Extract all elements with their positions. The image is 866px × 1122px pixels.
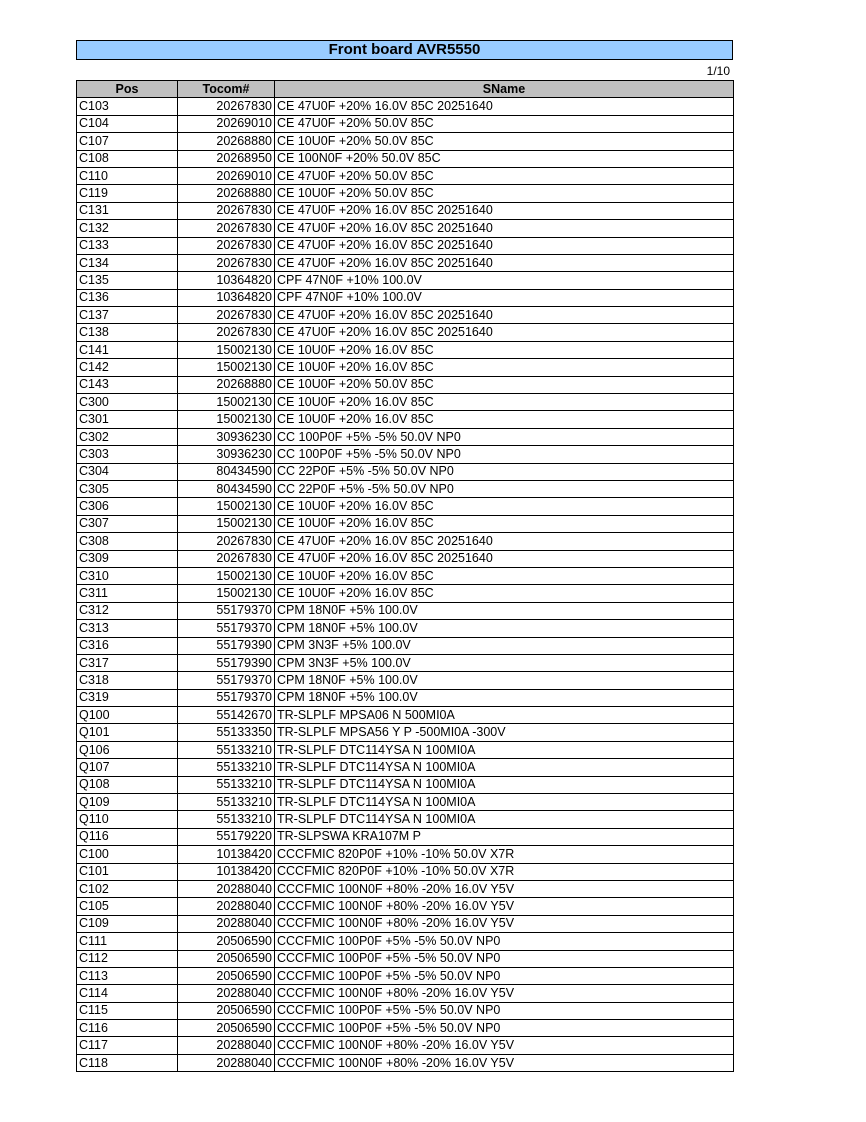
table-row [77,880,734,897]
table-row [77,724,734,741]
cell-tocom: 10364820 [178,289,275,306]
table-row [77,741,734,758]
cell-tocom: 20288040 [178,1037,275,1054]
cell-pos: C134 [77,254,178,271]
cell-sname: CE 47U0F +20% 16.0V 85C 20251640 [275,202,734,219]
cell-pos: C132 [77,220,178,237]
cell-tocom: 15002130 [178,359,275,376]
cell-sname: CE 10U0F +20% 50.0V 85C [275,376,734,393]
table-row [77,585,734,602]
cell-sname: CCCFMIC 100P0F +5% -5% 50.0V NP0 [275,1002,734,1019]
cell-tocom: 55179370 [178,620,275,637]
cell-pos: C108 [77,150,178,167]
table-row [77,272,734,289]
table-row [77,1020,734,1037]
column-header-sname: SName [275,81,734,98]
cell-pos: C307 [77,515,178,532]
cell-sname: CPM 18N0F +5% 100.0V [275,689,734,706]
table-row [77,428,734,445]
cell-tocom: 30936230 [178,446,275,463]
cell-sname: CCCFMIC 100P0F +5% -5% 50.0V NP0 [275,967,734,984]
cell-tocom: 55179370 [178,602,275,619]
cell-sname: CE 47U0F +20% 50.0V 85C [275,167,734,184]
cell-sname: CCCFMIC 100P0F +5% -5% 50.0V NP0 [275,1020,734,1037]
table-row [77,933,734,950]
table-row [77,411,734,428]
cell-tocom: 55133210 [178,776,275,793]
cell-pos: C112 [77,950,178,967]
cell-pos: C135 [77,272,178,289]
cell-pos: C304 [77,463,178,480]
table-row [77,394,734,411]
cell-tocom: 20267830 [178,98,275,115]
cell-tocom: 20269010 [178,167,275,184]
table-row [77,567,734,584]
cell-tocom: 10364820 [178,272,275,289]
cell-pos: C306 [77,498,178,515]
cell-pos: C107 [77,133,178,150]
cell-tocom: 15002130 [178,411,275,428]
cell-sname: CE 10U0F +20% 50.0V 85C [275,133,734,150]
cell-pos: C101 [77,863,178,880]
cell-pos: Q108 [77,776,178,793]
table-row [77,811,734,828]
cell-sname: TR-SLPLF DTC114YSA N 100MI0A [275,794,734,811]
cell-sname: CCCFMIC 820P0F +10% -10% 50.0V X7R [275,863,734,880]
cell-tocom: 20506590 [178,950,275,967]
cell-sname: TR-SLPLF DTC114YSA N 100MI0A [275,776,734,793]
cell-sname: CPM 18N0F +5% 100.0V [275,620,734,637]
table-row [77,828,734,845]
cell-tocom: 15002130 [178,341,275,358]
cell-sname: CPM 18N0F +5% 100.0V [275,602,734,619]
cell-pos: C141 [77,341,178,358]
cell-tocom: 55179220 [178,828,275,845]
cell-pos: C138 [77,324,178,341]
cell-tocom: 20288040 [178,1054,275,1071]
cell-pos: C119 [77,185,178,202]
table-row [77,1037,734,1054]
table-row [77,863,734,880]
cell-sname: CCCFMIC 100N0F +80% -20% 16.0V Y5V [275,880,734,897]
cell-pos: C114 [77,985,178,1002]
table-row [77,985,734,1002]
table-row [77,359,734,376]
cell-sname: CE 47U0F +20% 16.0V 85C 20251640 [275,220,734,237]
cell-tocom: 20267830 [178,254,275,271]
table-row [77,637,734,654]
cell-sname: CE 47U0F +20% 16.0V 85C 20251640 [275,254,734,271]
cell-pos: C310 [77,567,178,584]
cell-sname: TR-SLPLF MPSA56 Y P -500MI0A -300V [275,724,734,741]
cell-tocom: 20288040 [178,898,275,915]
page-number: 1/10 [706,64,730,78]
cell-pos: C316 [77,637,178,654]
table-row [77,1002,734,1019]
cell-sname: CE 47U0F +20% 16.0V 85C 20251640 [275,324,734,341]
cell-tocom: 20288040 [178,915,275,932]
cell-pos: C301 [77,411,178,428]
cell-sname: CE 47U0F +20% 16.0V 85C 20251640 [275,550,734,567]
table-row [77,602,734,619]
cell-pos: C115 [77,1002,178,1019]
cell-tocom: 20267830 [178,307,275,324]
column-header-tocom: Tocom# [178,81,275,98]
cell-tocom: 55179390 [178,637,275,654]
table-row [77,898,734,915]
cell-tocom: 20288040 [178,880,275,897]
cell-pos: C113 [77,967,178,984]
column-header-pos: Pos [77,81,178,98]
cell-pos: C305 [77,480,178,497]
cell-sname: CCCFMIC 100N0F +80% -20% 16.0V Y5V [275,898,734,915]
cell-pos: C116 [77,1020,178,1037]
cell-pos: C303 [77,446,178,463]
cell-tocom: 20268880 [178,133,275,150]
table-row [77,307,734,324]
cell-sname: TR-SLPLF MPSA06 N 500MI0A [275,707,734,724]
cell-tocom: 20268880 [178,185,275,202]
bom-table [76,80,734,1072]
cell-pos: C100 [77,846,178,863]
cell-sname: CE 47U0F +20% 16.0V 85C 20251640 [275,533,734,550]
cell-tocom: 15002130 [178,515,275,532]
table-row [77,480,734,497]
cell-pos: Q106 [77,741,178,758]
cell-sname: TR-SLPLF DTC114YSA N 100MI0A [275,741,734,758]
cell-pos: C110 [77,167,178,184]
cell-sname: CPM 18N0F +5% 100.0V [275,672,734,689]
table-row [77,689,734,706]
cell-sname: CPF 47N0F +10% 100.0V [275,272,734,289]
cell-tocom: 15002130 [178,498,275,515]
cell-sname: TR-SLPLF DTC114YSA N 100MI0A [275,759,734,776]
table-row [77,846,734,863]
cell-sname: CE 10U0F +20% 16.0V 85C [275,359,734,376]
table-row [77,133,734,150]
cell-tocom: 55179390 [178,654,275,671]
table-row [77,341,734,358]
cell-pos: C318 [77,672,178,689]
cell-pos: C302 [77,428,178,445]
table-row [77,185,734,202]
cell-pos: C118 [77,1054,178,1071]
cell-pos: C105 [77,898,178,915]
cell-tocom: 20267830 [178,237,275,254]
cell-sname: CC 100P0F +5% -5% 50.0V NP0 [275,428,734,445]
cell-tocom: 20506590 [178,967,275,984]
table-header-row [77,81,734,98]
table-row [77,254,734,271]
cell-pos: C309 [77,550,178,567]
table-row [77,707,734,724]
cell-tocom: 55133210 [178,741,275,758]
table-row [77,202,734,219]
cell-pos: C136 [77,289,178,306]
table-row [77,98,734,115]
cell-tocom: 20268950 [178,150,275,167]
cell-sname: CCCFMIC 100P0F +5% -5% 50.0V NP0 [275,933,734,950]
cell-pos: C319 [77,689,178,706]
cell-sname: CPM 3N3F +5% 100.0V [275,637,734,654]
cell-sname: CE 10U0F +20% 16.0V 85C [275,394,734,411]
cell-tocom: 20506590 [178,933,275,950]
cell-tocom: 20506590 [178,1020,275,1037]
table-row [77,289,734,306]
cell-pos: C317 [77,654,178,671]
cell-sname: CE 100N0F +20% 50.0V 85C [275,150,734,167]
cell-tocom: 55142670 [178,707,275,724]
table-row [77,915,734,932]
cell-sname: CE 10U0F +20% 16.0V 85C [275,341,734,358]
cell-sname: CE 10U0F +20% 16.0V 85C [275,498,734,515]
table-row [77,550,734,567]
cell-pos: Q116 [77,828,178,845]
cell-tocom: 10138420 [178,863,275,880]
table-row [77,324,734,341]
cell-sname: CE 47U0F +20% 16.0V 85C 20251640 [275,307,734,324]
cell-pos: C143 [77,376,178,393]
cell-tocom: 55133210 [178,759,275,776]
table-row [77,620,734,637]
table-body [77,98,734,1072]
cell-sname: CE 47U0F +20% 50.0V 85C [275,115,734,132]
cell-tocom: 55179370 [178,672,275,689]
table-row [77,967,734,984]
cell-sname: CE 10U0F +20% 16.0V 85C [275,585,734,602]
table-row [77,533,734,550]
table-row [77,794,734,811]
table-row [77,220,734,237]
cell-pos: C312 [77,602,178,619]
cell-sname: CCCFMIC 100N0F +80% -20% 16.0V Y5V [275,985,734,1002]
table-row [77,115,734,132]
cell-pos: Q100 [77,707,178,724]
cell-sname: CC 22P0F +5% -5% 50.0V NP0 [275,480,734,497]
cell-tocom: 30936230 [178,428,275,445]
table-row [77,150,734,167]
table-row [77,498,734,515]
cell-pos: C104 [77,115,178,132]
table-row [77,950,734,967]
cell-sname: CPM 3N3F +5% 100.0V [275,654,734,671]
cell-pos: C133 [77,237,178,254]
table-row [77,776,734,793]
cell-pos: C142 [77,359,178,376]
cell-tocom: 20267830 [178,202,275,219]
document-title: Front board AVR5550 [76,40,733,60]
cell-tocom: 55133350 [178,724,275,741]
cell-pos: Q109 [77,794,178,811]
cell-sname: CCCFMIC 820P0F +10% -10% 50.0V X7R [275,846,734,863]
cell-tocom: 20267830 [178,533,275,550]
cell-tocom: 55133210 [178,811,275,828]
cell-sname: CE 47U0F +20% 16.0V 85C 20251640 [275,98,734,115]
cell-tocom: 80434590 [178,480,275,497]
table-row [77,446,734,463]
cell-tocom: 15002130 [178,567,275,584]
cell-tocom: 20506590 [178,1002,275,1019]
cell-pos: Q107 [77,759,178,776]
cell-pos: Q101 [77,724,178,741]
cell-sname: CE 47U0F +20% 16.0V 85C 20251640 [275,237,734,254]
cell-sname: CC 100P0F +5% -5% 50.0V NP0 [275,446,734,463]
cell-pos: C117 [77,1037,178,1054]
cell-pos: C300 [77,394,178,411]
cell-sname: CC 22P0F +5% -5% 50.0V NP0 [275,463,734,480]
cell-sname: CCCFMIC 100N0F +80% -20% 16.0V Y5V [275,915,734,932]
cell-tocom: 55133210 [178,794,275,811]
cell-pos: C103 [77,98,178,115]
cell-pos: C131 [77,202,178,219]
cell-pos: Q110 [77,811,178,828]
cell-sname: CCCFMIC 100N0F +80% -20% 16.0V Y5V [275,1054,734,1071]
cell-sname: CPF 47N0F +10% 100.0V [275,289,734,306]
cell-pos: C313 [77,620,178,637]
cell-sname: CE 10U0F +20% 16.0V 85C [275,515,734,532]
cell-tocom: 20267830 [178,324,275,341]
cell-sname: CCCFMIC 100N0F +80% -20% 16.0V Y5V [275,1037,734,1054]
table-row [77,237,734,254]
cell-tocom: 20288040 [178,985,275,1002]
cell-sname: CE 10U0F +20% 16.0V 85C [275,567,734,584]
cell-pos: C311 [77,585,178,602]
cell-sname: CCCFMIC 100P0F +5% -5% 50.0V NP0 [275,950,734,967]
cell-tocom: 15002130 [178,585,275,602]
cell-tocom: 80434590 [178,463,275,480]
cell-pos: C111 [77,933,178,950]
table-row [77,515,734,532]
cell-tocom: 20268880 [178,376,275,393]
cell-pos: C137 [77,307,178,324]
cell-pos: C308 [77,533,178,550]
cell-pos: C109 [77,915,178,932]
table-row [77,672,734,689]
cell-tocom: 55179370 [178,689,275,706]
cell-sname: TR-SLPSWA KRA107M P [275,828,734,845]
table-row [77,759,734,776]
cell-tocom: 20267830 [178,220,275,237]
cell-tocom: 10138420 [178,846,275,863]
cell-pos: C102 [77,880,178,897]
table-row [77,463,734,480]
table-row [77,167,734,184]
cell-sname: CE 10U0F +20% 16.0V 85C [275,411,734,428]
cell-tocom: 20269010 [178,115,275,132]
table-row [77,654,734,671]
cell-tocom: 20267830 [178,550,275,567]
cell-sname: CE 10U0F +20% 50.0V 85C [275,185,734,202]
table-row [77,376,734,393]
cell-tocom: 15002130 [178,394,275,411]
table-row [77,1054,734,1071]
cell-sname: TR-SLPLF DTC114YSA N 100MI0A [275,811,734,828]
